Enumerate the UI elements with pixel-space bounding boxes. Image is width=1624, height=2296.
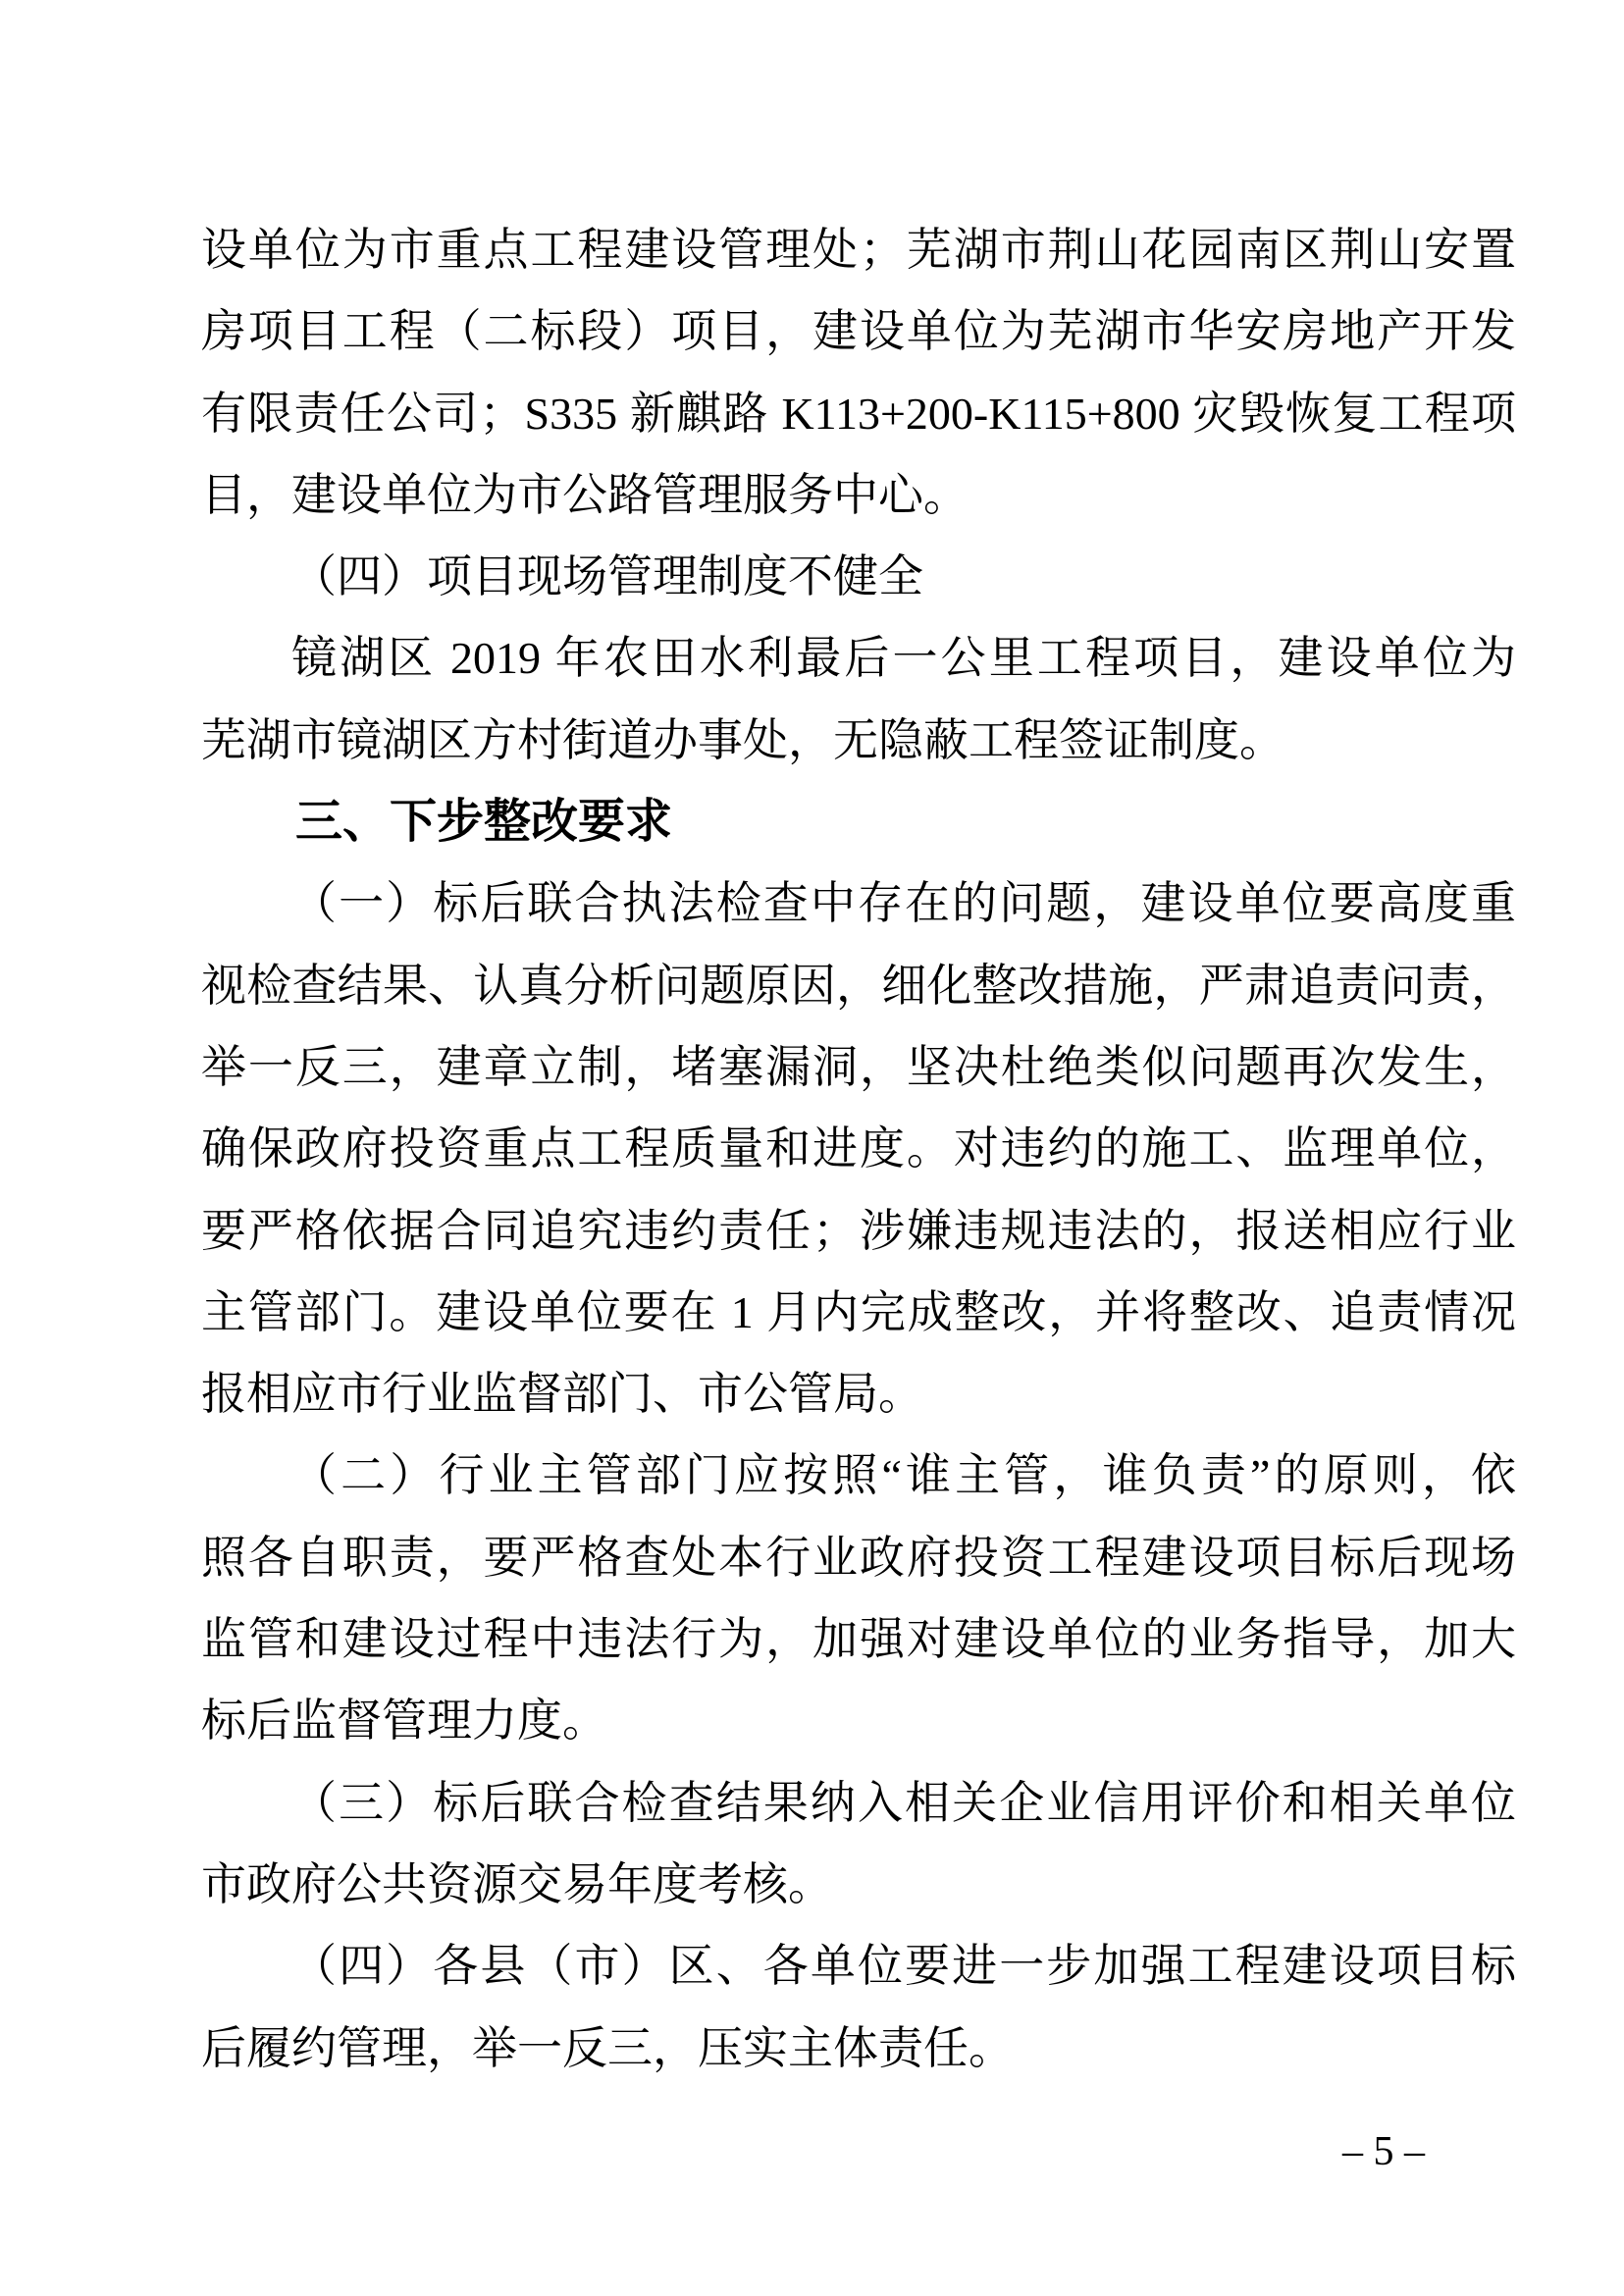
text-line: 报相应市行业监督部门、市公管局。 <box>201 1369 923 1420</box>
text-line: 市政府公共资源交易年度考核。 <box>201 1858 833 1909</box>
text-line: 镜湖区 2019 年农田水利最后一公里工程项目，建设单位为 <box>291 633 1516 684</box>
section-heading-3: 三、下步整改要求 <box>295 796 673 849</box>
text-line: 举一反三，建章立制，堵塞漏洞，坚决杜绝类似问题再次发生， <box>201 1041 1516 1092</box>
text-line: 视检查结果、认真分析问题原因，细化整改措施，严肃追责问责， <box>201 960 1516 1011</box>
document-body <box>201 209 1516 2089</box>
text-line: 主管部门。建设单位要在 1 月内完成整改，并将整改、追责情况 <box>201 1286 1516 1337</box>
page-number: – 5 – <box>1342 2129 1425 2174</box>
text-line: （二）行业主管部门应按照“谁主管，谁负责”的原则，依 <box>291 1450 1516 1501</box>
text-line: 目，建设单位为市公路管理服务中心。 <box>201 469 969 520</box>
text-line: 标后监督管理力度。 <box>201 1696 607 1747</box>
text-line: 设单位为市重点工程建设管理处；芜湖市荆山花园南区荆山安置 <box>201 225 1516 275</box>
text-line: 房项目工程（二标段）项目，建设单位为芜湖市华安房地产开发 <box>201 306 1516 357</box>
text-line: （一）标后联合执法检查中存在的问题，建设单位要高度重 <box>291 878 1516 929</box>
text-line: （三）标后联合检查结果纳入相关企业信用评价和相关单位 <box>291 1777 1516 1828</box>
text-line: 确保政府投资重点工程质量和进度。对违约的施工、监理单位， <box>201 1123 1516 1174</box>
text-line: （四）各县（市）区、各单位要进一步加强工程建设项目标 <box>291 1941 1516 1992</box>
text-line: 后履约管理，举一反三，压实主体责任。 <box>201 2022 1014 2073</box>
text-line: 要严格依据合同追究违约责任；涉嫌违规违法的，报送相应行业 <box>201 1205 1516 1256</box>
text-line: 有限责任公司；S335 新麒路 K113+200-K115+800 灾毁恢复工程项 <box>201 388 1516 439</box>
text-line: 芜湖市镜湖区方村街道办事处，无隐蔽工程签证制度。 <box>201 714 1284 765</box>
text-line: 照各自职责，要严格查处本行业政府投资工程建设项目标后现场 <box>201 1532 1516 1583</box>
text-line: 监管和建设过程中违法行为，加强对建设单位的业务指导，加大 <box>201 1614 1516 1665</box>
subheading-item-4: （四）项目现场管理制度不健全 <box>291 551 923 602</box>
